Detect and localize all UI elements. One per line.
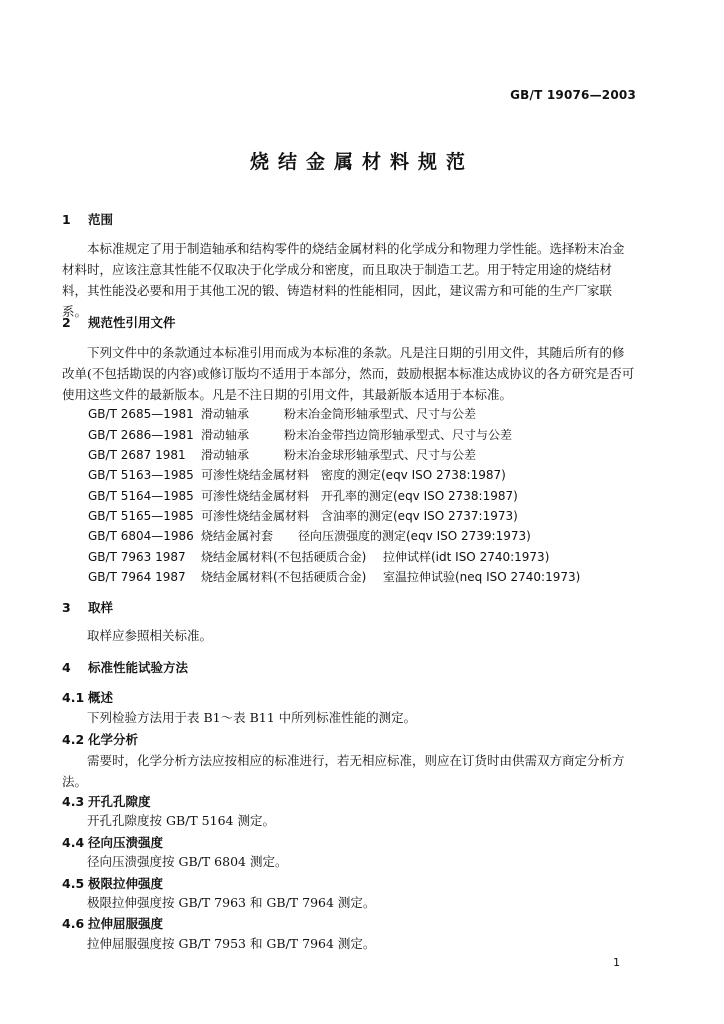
reference-description: 粉末冶金球形轴承型式、尺寸与公差 xyxy=(284,448,477,462)
reference-code: GB/T 5164—1985 xyxy=(88,489,194,503)
section-4-number: 4 xyxy=(62,660,71,675)
reference-description: 粉末冶金筒形轴承型式、尺寸与公差 xyxy=(284,407,477,421)
reference-category: 烧结金属材料(不包括硬质合金) xyxy=(201,550,367,564)
subsection-4-5-number: 4.5 xyxy=(62,876,85,891)
section-3-heading xyxy=(62,598,113,616)
reference-description: 粉末冶金带挡边筒形轴承型式、尺寸与公差 xyxy=(284,428,513,442)
reference-item xyxy=(88,446,476,463)
subsection-4-1-paragraph: 下列检验方法用于表 B1～表 B11 中所列标准性能的测定。 xyxy=(87,710,417,725)
subsection-4-3-number: 4.3 xyxy=(62,794,85,809)
subsection-4-1-number: 4.1 xyxy=(62,690,85,705)
section-3-number: 3 xyxy=(62,600,71,615)
section-1-paragraph: 本标准规定了用于制造轴承和结构零件的烧结金属材料的化学成分和物理力学性能。选择粉末冶金材料时，应该注意其性能不仅取决于化学成分和密度，而且取决于制造工艺。用于特定用途的烧结材料，其性能没必要和用于其他工况的锻、铸造材料的性能相同，因此，建议需方和可能的生产厂家联系。 xyxy=(62,241,625,319)
subsection-4-3-heading xyxy=(62,792,151,810)
reference-category: 可渗性烧结金属材料 xyxy=(201,509,310,523)
section-1-number: 1 xyxy=(62,212,71,227)
section-4-heading xyxy=(62,658,188,676)
reference-item xyxy=(88,487,518,504)
reference-item xyxy=(88,548,549,565)
section-3-title: 取样 xyxy=(88,600,114,615)
subsection-4-5-title: 极限拉伸强度 xyxy=(88,876,164,891)
subsection-4-5-heading xyxy=(62,874,163,892)
section-3-paragraph: 取样应参照相关标准。 xyxy=(87,628,213,643)
section-4-title: 标准性能试验方法 xyxy=(88,660,189,675)
reference-category: 可渗性烧结金属材料 xyxy=(201,468,310,482)
subsection-4-4-number: 4.4 xyxy=(62,835,85,850)
reference-description: 径向压溃强度的测定(eqv ISO 2739:1973) xyxy=(298,529,531,543)
reference-category: 烧结金属衬套 xyxy=(201,529,274,543)
reference-item xyxy=(88,405,476,422)
reference-code: GB/T 7964 1987 xyxy=(88,570,186,584)
reference-category: 滑动轴承 xyxy=(201,407,250,421)
subsection-4-4-heading xyxy=(62,833,163,851)
subsection-4-2-heading xyxy=(62,730,138,748)
reference-category: 烧结金属材料(不包括硬质合金) xyxy=(201,570,367,584)
reference-item xyxy=(88,426,512,443)
subsection-4-6-paragraph: 拉伸屈服强度按 GB/T 7953 和 GB/T 7964 测定。 xyxy=(87,936,376,951)
subsection-4-5-paragraph: 极限拉伸强度按 GB/T 7963 和 GB/T 7964 测定。 xyxy=(87,895,376,910)
reference-description: 拉伸试样(idt ISO 2740:1973) xyxy=(383,550,550,564)
section-2-heading xyxy=(62,313,176,331)
subsection-4-6-title: 拉伸屈服强度 xyxy=(88,916,164,931)
section-1-title: 范围 xyxy=(88,212,114,227)
section-2-title: 规范性引用文件 xyxy=(88,315,176,330)
page-number: 1 xyxy=(613,956,620,969)
reference-item xyxy=(88,466,506,483)
subsection-4-3-paragraph: 开孔孔隙度按 GB/T 5164 测定。 xyxy=(87,813,275,828)
reference-code: GB/T 2687 1981 xyxy=(88,448,186,462)
subsection-4-4-paragraph: 径向压溃强度按 GB/T 6804 测定。 xyxy=(87,854,288,869)
subsection-4-3-title: 开孔孔隙度 xyxy=(88,794,151,809)
subsection-4-2-number: 4.2 xyxy=(62,732,85,747)
section-2-paragraph: 下列文件中的条款通过本标准引用而成为本标准的条款。凡是注日期的引用文件，其随后所有的修改单(不包括勘误的内容)或修订版均不适用于本部分，然而，鼓励根据本标准达成协议的各方研究是否可使用这些文件的最新版本。凡是不注日期的引用文件，其最新版本适用于本标准。 xyxy=(62,345,635,402)
subsection-4-6-number: 4.6 xyxy=(62,916,85,931)
reference-category: 滑动轴承 xyxy=(201,448,250,462)
reference-code: GB/T 6804—1986 xyxy=(88,529,194,543)
subsection-4-2-title: 化学分析 xyxy=(88,732,139,747)
subsection-4-1-heading xyxy=(62,688,113,706)
subsection-4-4-title: 径向压溃强度 xyxy=(88,835,164,850)
reference-code: GB/T 5165—1985 xyxy=(88,509,194,523)
reference-code: GB/T 2685—1981 xyxy=(88,407,194,421)
section-1-heading xyxy=(62,210,113,228)
reference-item xyxy=(88,507,518,524)
document-title: 烧结金属材料规范 xyxy=(249,151,474,173)
subsection-4-1-title: 概述 xyxy=(88,690,114,705)
reference-code: GB/T 7963 1987 xyxy=(88,550,186,564)
subsection-4-2-paragraph: 需要时，化学分析方法应按相应的标准进行，若无相应标准，则应在订货时由供需双方商定分析方法。 xyxy=(62,753,625,789)
reference-code: GB/T 5163—1985 xyxy=(88,468,194,482)
subsection-4-6-heading xyxy=(62,914,163,932)
reference-code: GB/T 2686—1981 xyxy=(88,428,194,442)
reference-item xyxy=(88,568,580,585)
reference-description: 室温拉伸试验(neq ISO 2740:1973) xyxy=(383,570,581,584)
standard-code: GB/T 19076—2003 xyxy=(510,88,636,102)
reference-description: 含油率的测定(eqv ISO 2737:1973) xyxy=(321,509,518,523)
reference-category: 滑动轴承 xyxy=(201,428,250,442)
section-2-number: 2 xyxy=(62,315,71,330)
reference-description: 开孔率的测定(eqv ISO 2738:1987) xyxy=(321,489,518,503)
reference-item xyxy=(88,527,531,544)
reference-category: 可渗性烧结金属材料 xyxy=(201,489,310,503)
reference-description: 密度的测定(eqv ISO 2738:1987) xyxy=(321,468,506,482)
